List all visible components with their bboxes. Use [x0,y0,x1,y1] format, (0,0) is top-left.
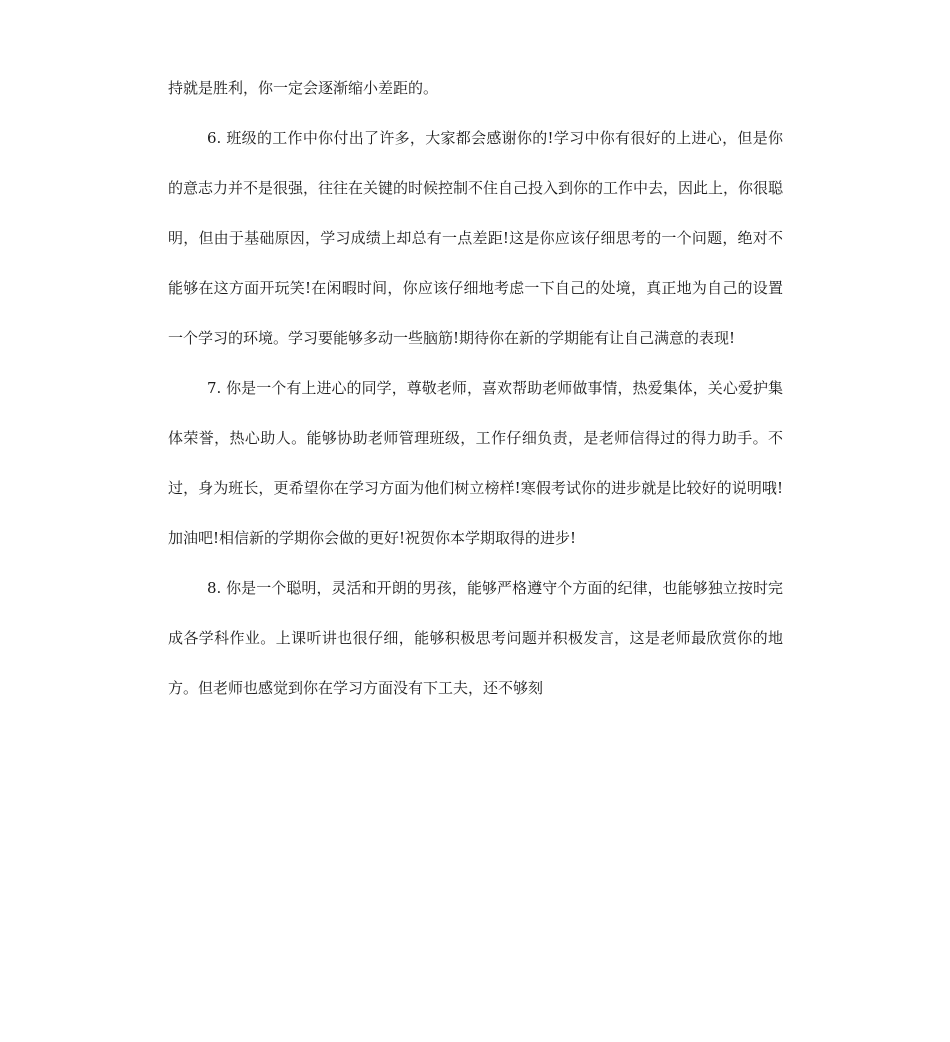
paragraph-continuation: 持就是胜利，你一定会逐渐缩小差距的。 [168,79,439,97]
document-body [168,63,783,713]
paragraph-item-6: 6. 班级的工作中你付出了许多，大家都会感谢你的!学习中你有很好的上进心，但是你的意志力并不是很强，往往在关键的时候控制不住自己投入到你的工作中去，因此上，你很聪明，但由于基础原因，学习成绩上却总有一点差距!这是你应该仔细思考的一个问题，绝对不能够在这方面开玩笑!在闲暇时间，你应该仔细地考虑一下自己的处境，真正地为自己的设置一个学习的环境。学习要能够多动一些脑筋!期待你在新的学期能有让自己满意的表现! [168,129,784,347]
paragraph-item-8: 8. 你是一个聪明，灵活和开朗的男孩，能够严格遵守个方面的纪律，也能够独立按时完成各学科作业。上课听讲也很仔细，能够积极思考问题并积极发言，这是老师最欣赏你的地方。但老师也感觉到你在学习方面没有下工夫，还不够刻 [168,579,783,697]
paragraph-item-7: 7. 你是一个有上进心的同学，尊敬老师，喜欢帮助老师做事情，热爱集体，关心爱护集体荣誉，热心助人。能够协助老师管理班级，工作仔细负责，是老师信得过的得力助手。不过，身为班长，更希望你在学习方面为他们树立榜样!寒假考试你的进步就是比较好的说明哦!加油吧!相信新的学期你会做的更好!祝贺你本学期取得的进步! [168,379,783,547]
